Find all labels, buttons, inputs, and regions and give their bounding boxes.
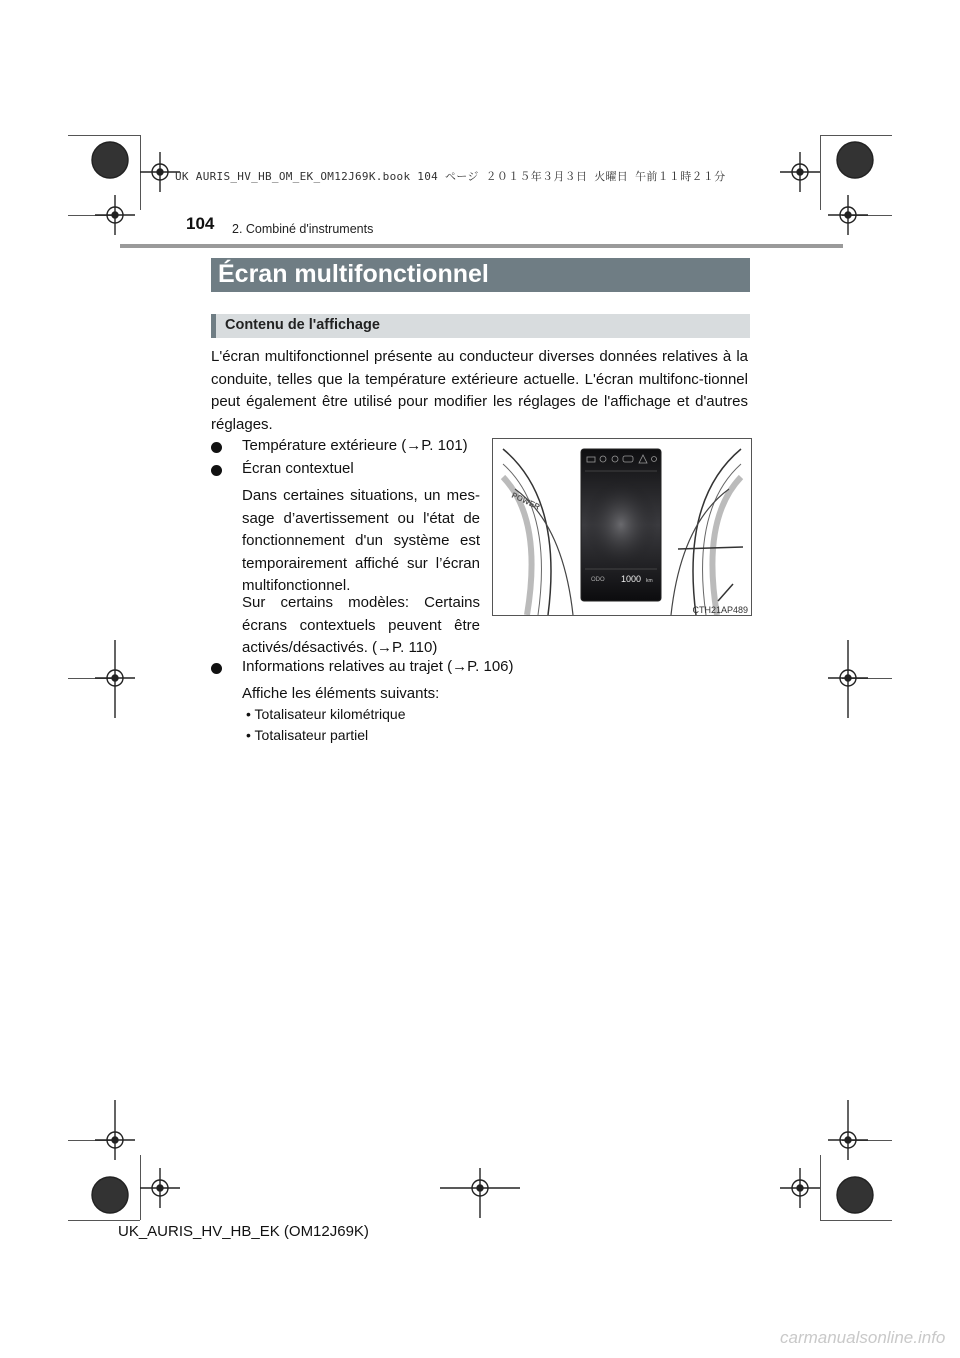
page-number: 104	[186, 214, 215, 233]
trip-item-odometer: • Totalisateur kilométrique	[246, 706, 406, 722]
bullet-label: Température extérieure (→P. 101)	[242, 437, 468, 454]
figure-code: CTH21AP489	[692, 605, 748, 615]
section-title: Écran multifonctionnel	[218, 260, 489, 288]
cluster-illustration	[493, 439, 751, 615]
power-gauge-label: POWER	[510, 490, 542, 512]
context-paragraph-1: Dans certaines situations, un mes-sage d’avertissement ou l'état de fonctionnement d'un système est temporairement affiché sur l’écran multifonctionnel.	[242, 487, 480, 594]
odometer-value: 1000	[621, 574, 642, 584]
bullet-dot-icon	[211, 442, 222, 453]
instrument-cluster-figure	[492, 438, 752, 616]
odometer-unit: km	[646, 578, 653, 584]
trip-intro: Affiche les éléments suivants:	[242, 685, 440, 702]
bullet-trip-info	[211, 656, 611, 679]
bullet-context-screen	[211, 458, 491, 481]
header-rule	[120, 244, 843, 248]
section-title-bar	[211, 258, 750, 292]
footer-doc-id: UK_AURIS_HV_HB_EK (OM12J69K)	[118, 1223, 369, 1240]
subsection-marker	[211, 314, 216, 338]
print-stamp: UK AURIS_HV_HB_OM_EK_OM12J69K.book 104 ページ ２０１５年３月３日 火曜日 午前１１時２１分	[175, 170, 726, 183]
intro-paragraph: L'écran multifonctionnel présente au conducteur diverses données relatives à la conduite, telles que la température extérieure actuelle. L'écran multifonc-tionnel peut également être utilisé pour modifier les réglages de l'affichage et d'autres réglages.	[211, 348, 748, 433]
bullet-label: Écran contextuel	[242, 460, 354, 477]
subsection-title: Contenu de l'affichage	[225, 317, 380, 333]
context-paragraph-2: Sur certains modèles: Certains écrans contextuels peuvent être activés/désactivés. (→P. 110)	[242, 594, 480, 656]
subsection-bar	[211, 314, 750, 338]
chapter-title: 2. Combiné d'instruments	[232, 222, 374, 236]
watermark: carmanualsonline.info	[780, 1328, 946, 1347]
odo-prefix: ODO	[591, 577, 605, 583]
bullet-dot-icon	[211, 465, 222, 476]
bullet-dot-icon	[211, 663, 222, 674]
bullet-label: Informations relatives au trajet (→P. 106)	[242, 658, 514, 675]
bullet-outside-temp	[211, 435, 511, 458]
trip-item-trip-meter: • Totalisateur partiel	[246, 727, 369, 743]
